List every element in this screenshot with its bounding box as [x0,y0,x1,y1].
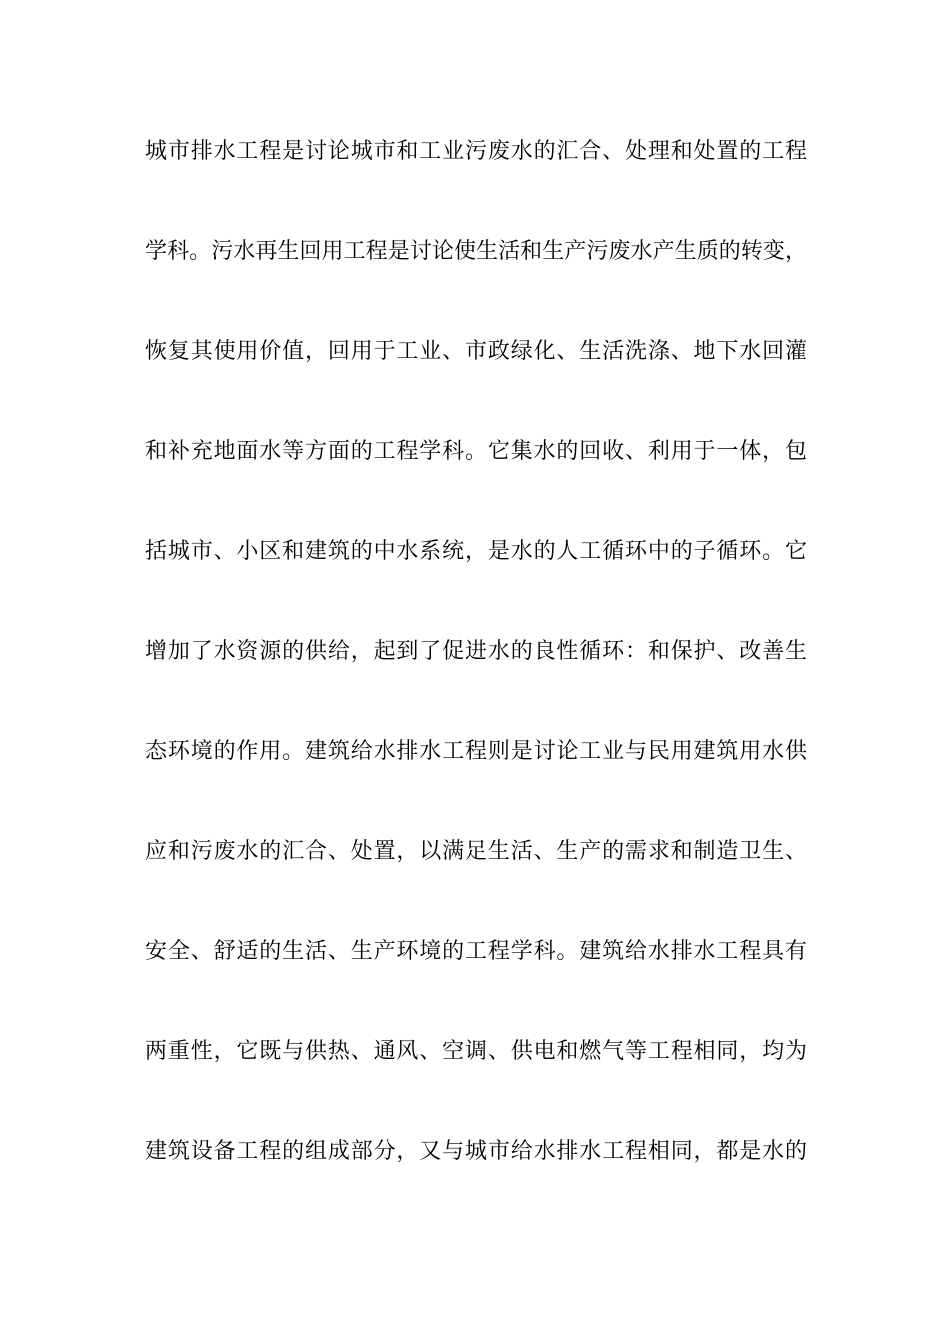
text-line: 态环境的作用。建筑给水排水工程则是讨论工业与民用建筑用水供 [145,739,807,764]
text-line: 括城市、小区和建筑的中水系统，是水的人工循环中的子循环。它 [145,539,807,564]
text-line: 学科。污水再生回用工程是讨论使生活和生产污废水产生质的转变， [145,239,807,264]
text-line: 两重性，它既与供热、通风、空调、供电和燃气等工程相同，均为 [145,1039,807,1064]
text-line: 增加了水资源的供给，起到了促进水的良性循环：和保护、改善生 [145,639,807,664]
body-paragraph [145,132,807,1232]
text-line: 应和污废水的汇合、处置，以满足生活、生产的需求和制造卫生、 [145,839,807,864]
text-line: 建筑设备工程的组成部分，又与城市给水排水工程相同，都是水的 [145,1139,807,1164]
text-line: 恢复其使用价值，回用于工业、市政绿化、生活洗涤、地下水回灌 [145,339,807,364]
text-line: 城市排水工程是讨论城市和工业污废水的汇合、处理和处置的工程 [145,139,807,164]
text-line: 安全、舒适的生活、生产环境的工程学科。建筑给水排水工程具有 [145,939,807,964]
text-line: 和补充地面水等方面的工程学科。它集水的回收、利用于一体，包 [145,439,807,464]
